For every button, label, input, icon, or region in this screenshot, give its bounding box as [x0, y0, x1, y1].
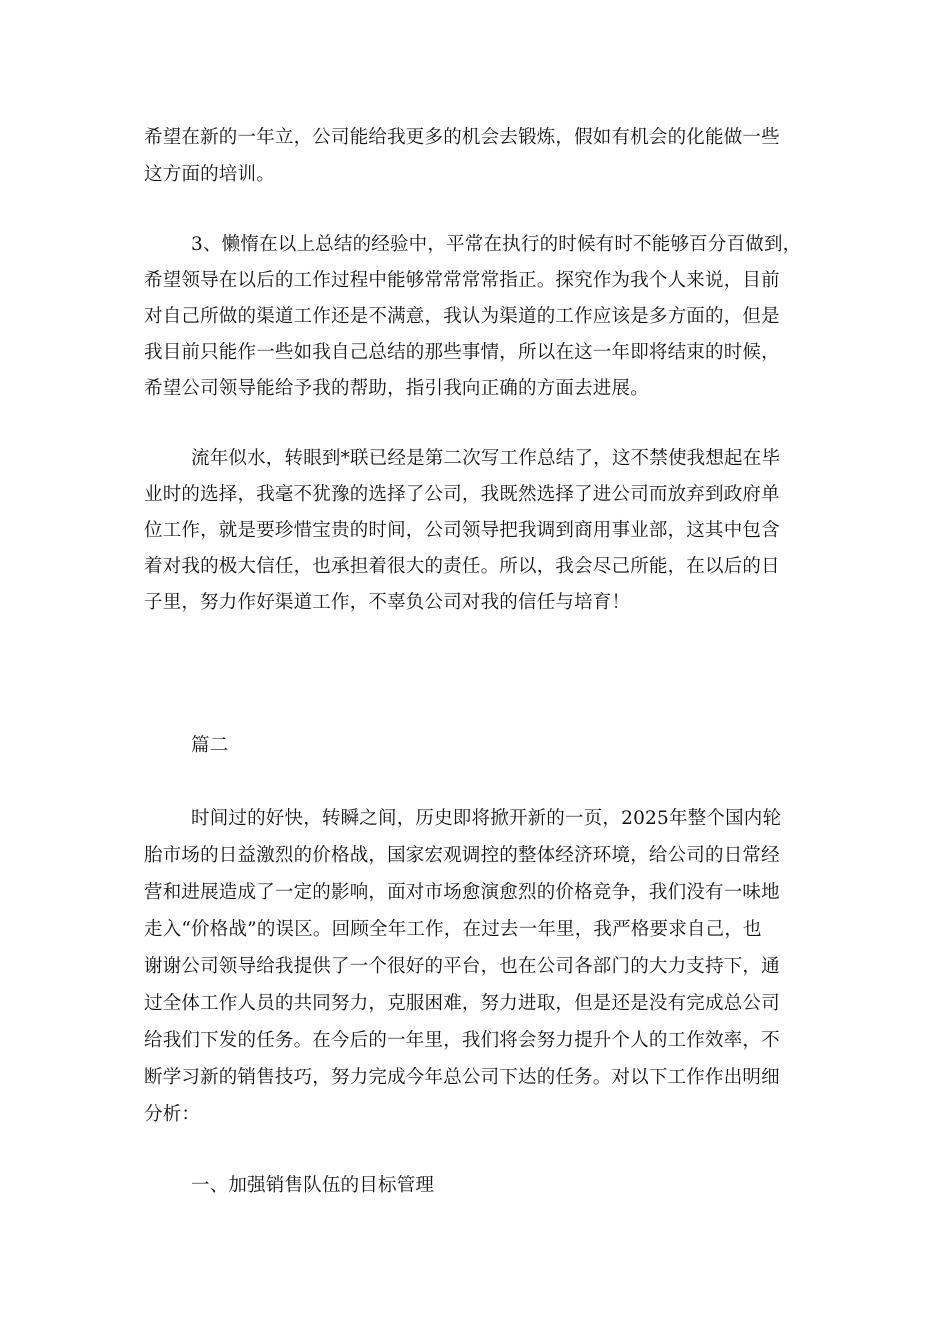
section-heading: 篇二	[191, 735, 229, 756]
paragraph-line: 业时的选择，我毫不犹豫的选择了公司，我既然选择了进公司而放弃到政府单	[144, 484, 780, 505]
paragraph-line: 给我们下发的任务。在今后的一年里，我们将会努力提升个人的工作效率，不	[144, 1030, 780, 1051]
paragraph-line: 3、懒惰在以上总结的经验中，平常在执行的时候有时不能够百分百做到，	[191, 234, 802, 255]
paragraph-line: 走入“价格战”的误区。回顾全年工作，在过去一年里，我严格要求自己，也	[144, 919, 762, 940]
subsection-heading: 一、加强销售队伍的目标管理	[191, 1175, 435, 1196]
paragraph-line: 流年似水，转眼到*联已经是第二次写工作总结了，这不禁使我想起在毕	[191, 448, 781, 469]
paragraph-line: 位工作，就是要珍惜宝贵的时间，公司领导把我调到商用事业部，这其中包含	[144, 520, 780, 541]
paragraph-line: 过全体工作人员的共同努力，克服困难，努力进取，但是还是没有完成总公司	[144, 993, 780, 1014]
paragraph-line: 着对我的极大信任，也承担着很大的责任。所以，我会尽己所能，在以后的日	[144, 556, 780, 577]
paragraph-line: 时间过的好快，转瞬之间，历史即将掀开新的一页，2025年整个国内轮	[191, 808, 782, 829]
paragraph-line: 对自己所做的渠道工作还是不满意，我认为渠道的工作应该是多方面的，但是	[144, 306, 780, 327]
paragraph-line: 胎市场的日益激烈的价格战，国家宏观调控的整体经济环境，给公司的日常经	[144, 845, 780, 866]
paragraph-line: 谢谢公司领导给我提供了一个很好的平台，也在公司各部门的大力支持下，通	[144, 956, 780, 977]
paragraph-line: 我目前只能作一些如我自己总结的那些事情，所以在这一年即将结束的时候，	[144, 342, 780, 363]
paragraph-line: 希望领导在以后的工作过程中能够常常常常指正。探究作为我个人来说，目前	[144, 270, 780, 291]
paragraph-line: 这方面的培训。	[144, 164, 275, 185]
paragraph-line: 分析：	[144, 1104, 201, 1125]
paragraph-line: 希望在新的一年立，公司能给我更多的机会去锻炼，假如有机会的化能做一些	[144, 127, 780, 148]
paragraph-line: 营和进展造成了一定的影响，面对市场愈演愈烈的价格竞争，我们没有一味地	[144, 882, 780, 903]
paragraph-line: 子里，努力作好渠道工作，不辜负公司对我的信任与培育！	[144, 592, 631, 613]
paragraph-line: 断学习新的销售技巧，努力完成今年总公司下达的任务。对以下工作作出明细	[144, 1067, 780, 1088]
paragraph-line: 希望公司领导能给予我的帮助，指引我向正确的方面去进展。	[144, 378, 649, 399]
